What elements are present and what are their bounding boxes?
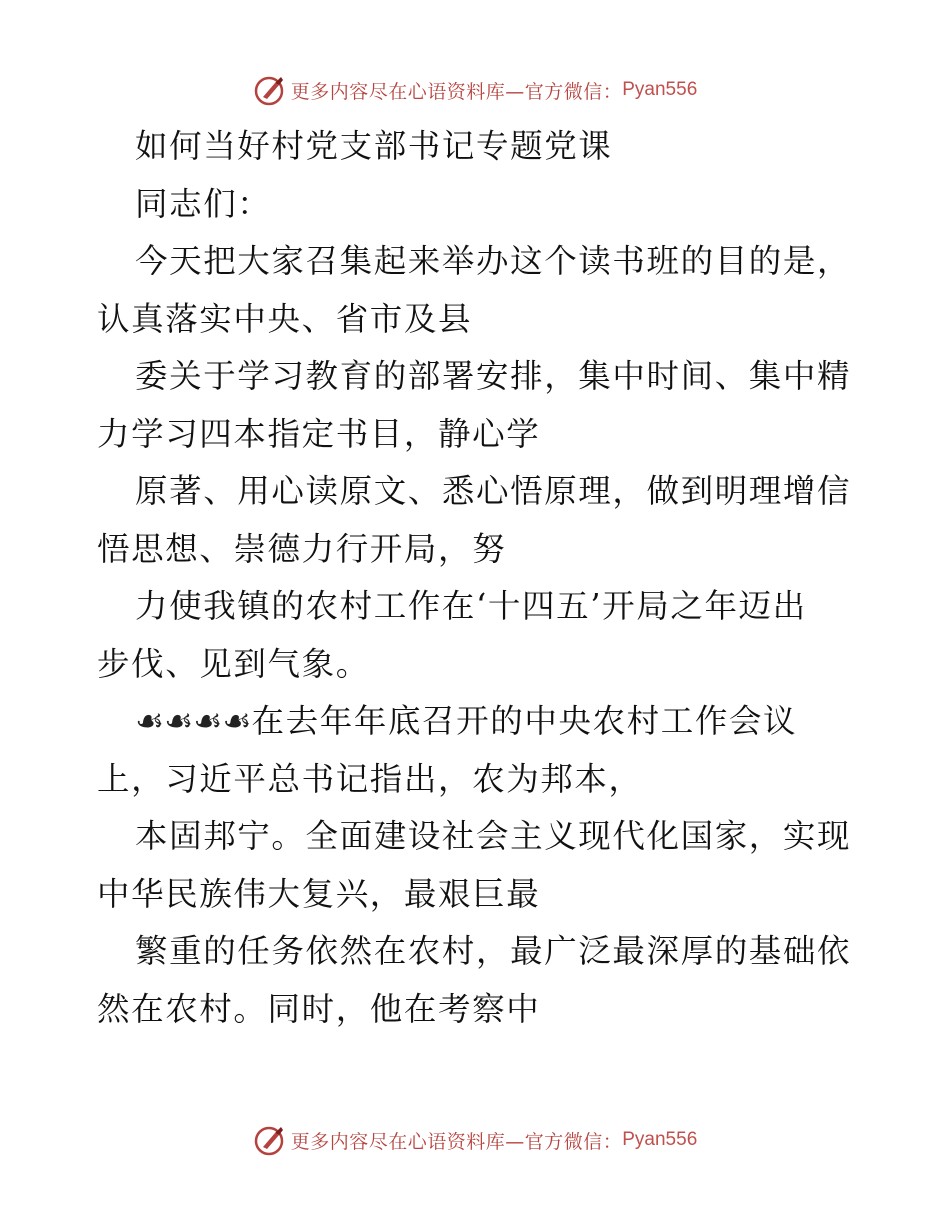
paragraph-line: 然在农村。同时，他在考察中 xyxy=(97,989,541,1028)
footer-banner xyxy=(0,1120,950,1160)
header-banner xyxy=(0,70,950,110)
paragraph-line: 繁重的任务依然在农村，最广泛最深厚的基础依 xyxy=(135,932,852,970)
paragraph-line: 认真落实中央、省市及县 xyxy=(97,299,473,338)
paragraph-line: 本固邦宁。全面建设社会主义现代化国家，实现 xyxy=(135,817,852,855)
document-body xyxy=(97,118,857,1038)
paragraph-line-with-ornament xyxy=(97,693,857,751)
paragraph-line: 今天把大家召集起来举办这个读书班的目的是， xyxy=(135,242,852,280)
pen-logo-icon xyxy=(253,73,287,107)
paragraph-line: 悟思想、崇德力行开局，努 xyxy=(97,529,507,568)
document-title: 如何当好村党支部书记专题党课 xyxy=(135,127,613,165)
pen-logo-icon xyxy=(253,1123,287,1157)
salutation: 同志们： xyxy=(135,184,272,223)
paragraph-line: 中华民族伟大复兴，最艰巨最 xyxy=(97,874,541,913)
fleuron-ornament-icon: ☙☙☙☙ xyxy=(135,702,252,740)
wechat-id: Pyan556 xyxy=(622,1129,698,1150)
paragraph-text: 在去年年底召开的中央农村工作会议 xyxy=(251,702,798,740)
banner-text: 更多内容尽在心语资料库—官方微信： xyxy=(290,1130,623,1153)
paragraph-line: 上，习近平总书记指出，农为邦本， xyxy=(97,759,643,798)
paragraph-line: 力学习四本指定书目，静心学 xyxy=(97,414,541,453)
paragraph-line: 委关于学习教育的部署安排，集中时间、集中精 xyxy=(135,357,852,395)
paragraph-line: 力使我镇的农村工作在‘十四五’开局之年迈出 xyxy=(135,587,807,625)
banner-text: 更多内容尽在心语资料库—官方微信： xyxy=(290,80,623,103)
wechat-id: Pyan556 xyxy=(622,79,698,100)
paragraph-line: 原著、用心读原文、悉心悟原理，做到明理增信 xyxy=(135,472,852,510)
paragraph-line: 步伐、见到气象。 xyxy=(97,644,370,683)
